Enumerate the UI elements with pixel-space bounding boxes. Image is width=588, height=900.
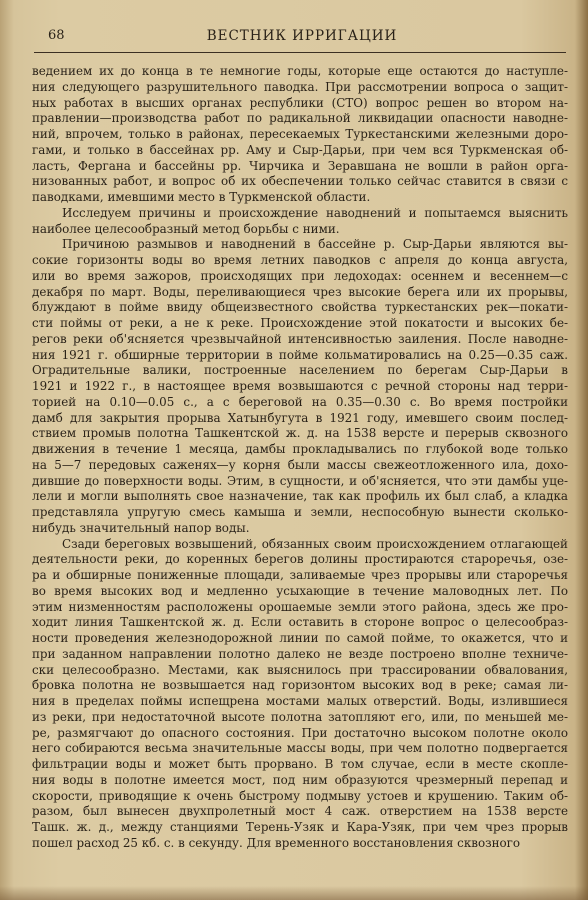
- paragraph: [32, 64, 568, 206]
- text-line: блуждают в пойме ввиду общеизвестного свойства туркестанских рек—покати-: [32, 300, 568, 315]
- text-line: ски целесообразно. Местами, как выяснилось при трассировании обвалования,: [32, 662, 568, 677]
- text-line: бровка полотна не возвышается над горизонтом высоких вод в реке; самая ли-: [32, 678, 568, 693]
- text-line: Причиною размывов и наводнений в бассейне р. Сыр-Дарьи являются вы-: [62, 237, 568, 252]
- text-line: ных работах в высших органах республики (СТО) вопрос решен во втором на-: [32, 95, 568, 110]
- text-line: этим низменностям расположены орошаемые земли этого района, здесь же про-: [32, 599, 568, 614]
- text-line: правлении—производства работ по радикальной ликвидации опасности наводне-: [32, 111, 568, 126]
- text-line: нибудь значительный напор воды.: [32, 520, 250, 535]
- text-line: скорости, приводящие к очень быстрому подмыву устоев и крушению. Таким об-: [32, 788, 568, 803]
- text-line: гами, и только в бассейнах рр. Аму и Сыр-Дарьи, при чем вся Туркменская об-: [32, 142, 568, 157]
- text-line: пошел расход 25 кб. с. в секунду. Для временного восстановления сквозного: [32, 835, 521, 850]
- text-line: него собираются весьма значительные массы воды, при чем полотно подвергается: [32, 741, 568, 756]
- text-line: ний, впрочем, только в районах, пересекаемых Туркестанскими железными доро-: [32, 127, 568, 141]
- text-line: представляла упругую смесь камыша и земли, неспособную вынести сколько-: [32, 505, 568, 519]
- text-line: ласть, Фергана и бассейны рр. Чирчика и Зеравшана не вошли в район орга-: [32, 158, 568, 173]
- text-line: дамб для закрытия прорыва Хатынбугута в 1921 году, имевшего своим послед-: [32, 410, 568, 425]
- text-line: во время высоких вод и медленно усыхающие в течение маловодных лет. По: [32, 583, 568, 598]
- text-line: низованных работ, и вопрос об их обеспечении только сейчас ставится в связи с: [32, 174, 568, 189]
- text-line: на 5—7 передовых саженях—у корня были массы свежеотложенного ила, дохо-: [32, 457, 568, 472]
- text-line: движения в течение 1 месяца, дамбы прокладывались по глубокой воде только: [32, 442, 568, 456]
- page-number: 68: [48, 28, 65, 43]
- paragraph: [32, 537, 568, 852]
- text-line: ре, размягчают до опасного состояния. При достаточно высоком полотне около: [32, 725, 568, 740]
- article-body: [32, 64, 568, 852]
- text-line: ходит линия Ташкентской ж. д. Если оставить в стороне вопрос о целесообраз-: [32, 615, 568, 630]
- text-line: Исследуем причины и происхождение наводнений и попытаемся выяснить: [62, 205, 568, 220]
- text-line: ния следующего разрушительного паводка. При рассмотрении вопроса о защит-: [32, 79, 568, 94]
- text-line: лели и могли выполнять свое назначение, так как профиль их был слаб, а кладка: [32, 489, 568, 504]
- page-header: [38, 28, 566, 46]
- text-line: ведением их до конца в те немногие годы, которые еще остаются до наступле-: [32, 64, 568, 78]
- text-line: 1921 и 1922 г., в настоящее время возвышаются с речной стороны над терри-: [32, 379, 568, 393]
- text-line: из реки, при недостаточной высоте полотна затопляют его, или, по меньшей ме-: [32, 709, 568, 724]
- text-line: ния воды в полотне имеется мост, под ним образуются чрезмерный перепад и: [32, 772, 568, 787]
- text-line: деятельности реки, до коренных берегов долины простираются староречья, озе-: [32, 552, 568, 567]
- text-line: разом, был вынесен двухпролетный мост 4 саж. отверстием на 1538 версте: [32, 804, 568, 819]
- text-line: сокие горизонты воды во время летних паводков с апреля до конца августа,: [32, 253, 568, 267]
- text-line: декабря по март. Воды, переливающиеся чрез высокие берега или их прорывы,: [32, 284, 568, 299]
- text-line: регов реки об'ясняется чрезвычайной интенсивностью заиления. После наводне-: [32, 331, 568, 346]
- text-line: при заданном направлении полотно далеко не везде построено вполне техниче-: [32, 646, 568, 661]
- text-line: ния 1921 г. обширные территории в пойме кольматировались на 0.25—0.35 саж.: [32, 347, 568, 362]
- text-line: или во время зажоров, происходящих при ледоходах: осеннем и весеннем—с: [32, 268, 568, 283]
- text-line: Сзади береговых возвышений, обязанных своим происхождением отлагающей: [62, 536, 568, 551]
- text-line: фильтрации воды и может быть прорвано. В том случае, если в месте скопле-: [32, 757, 568, 771]
- paragraph: [32, 237, 568, 536]
- text-line: ствием промыв полотна Ташкентской ж. д. на 1538 версте и перерыв сквозного: [32, 426, 568, 441]
- text-line: Оградительные валики, построенные населением по берегам Сыр-Дарьи в: [32, 363, 568, 378]
- text-line: ности проведения железнодорожной линии по самой пойме, то окажется, что и: [32, 631, 568, 645]
- text-line: паводками, имевшими место в Туркменской области.: [32, 190, 371, 204]
- journal-title: ВЕСТНИК ИРРИГАЦИИ: [206, 28, 398, 44]
- text-line: ра и обширные пониженные площади, заливаемые чрез прорывы или староречья: [32, 568, 568, 582]
- text-line: дившие до поверхности воды. Этим, в сущности, и об'ясняется, что эти дамбы уце-: [32, 473, 568, 488]
- text-line: сти поймы от реки, а не к реке. Происхождение этой покатости и высоких бе-: [32, 316, 568, 330]
- text-line: ния в пределах поймы испещрена мостами малых отверстий. Воды, излившиеся: [32, 694, 568, 708]
- text-line: Ташк. ж. д., между станциями Терень-Узяк и Кара-Узяк, при чем чрез прорыв: [32, 820, 568, 834]
- header-rule: [34, 52, 566, 53]
- text-line: торией на 0.10—0.05 с., а с береговой на 0.35—0.30 с. Во время постройки: [32, 394, 568, 409]
- paragraph: [32, 206, 568, 238]
- text-line: наиболее целесообразный метод борьбы с ними.: [32, 221, 340, 236]
